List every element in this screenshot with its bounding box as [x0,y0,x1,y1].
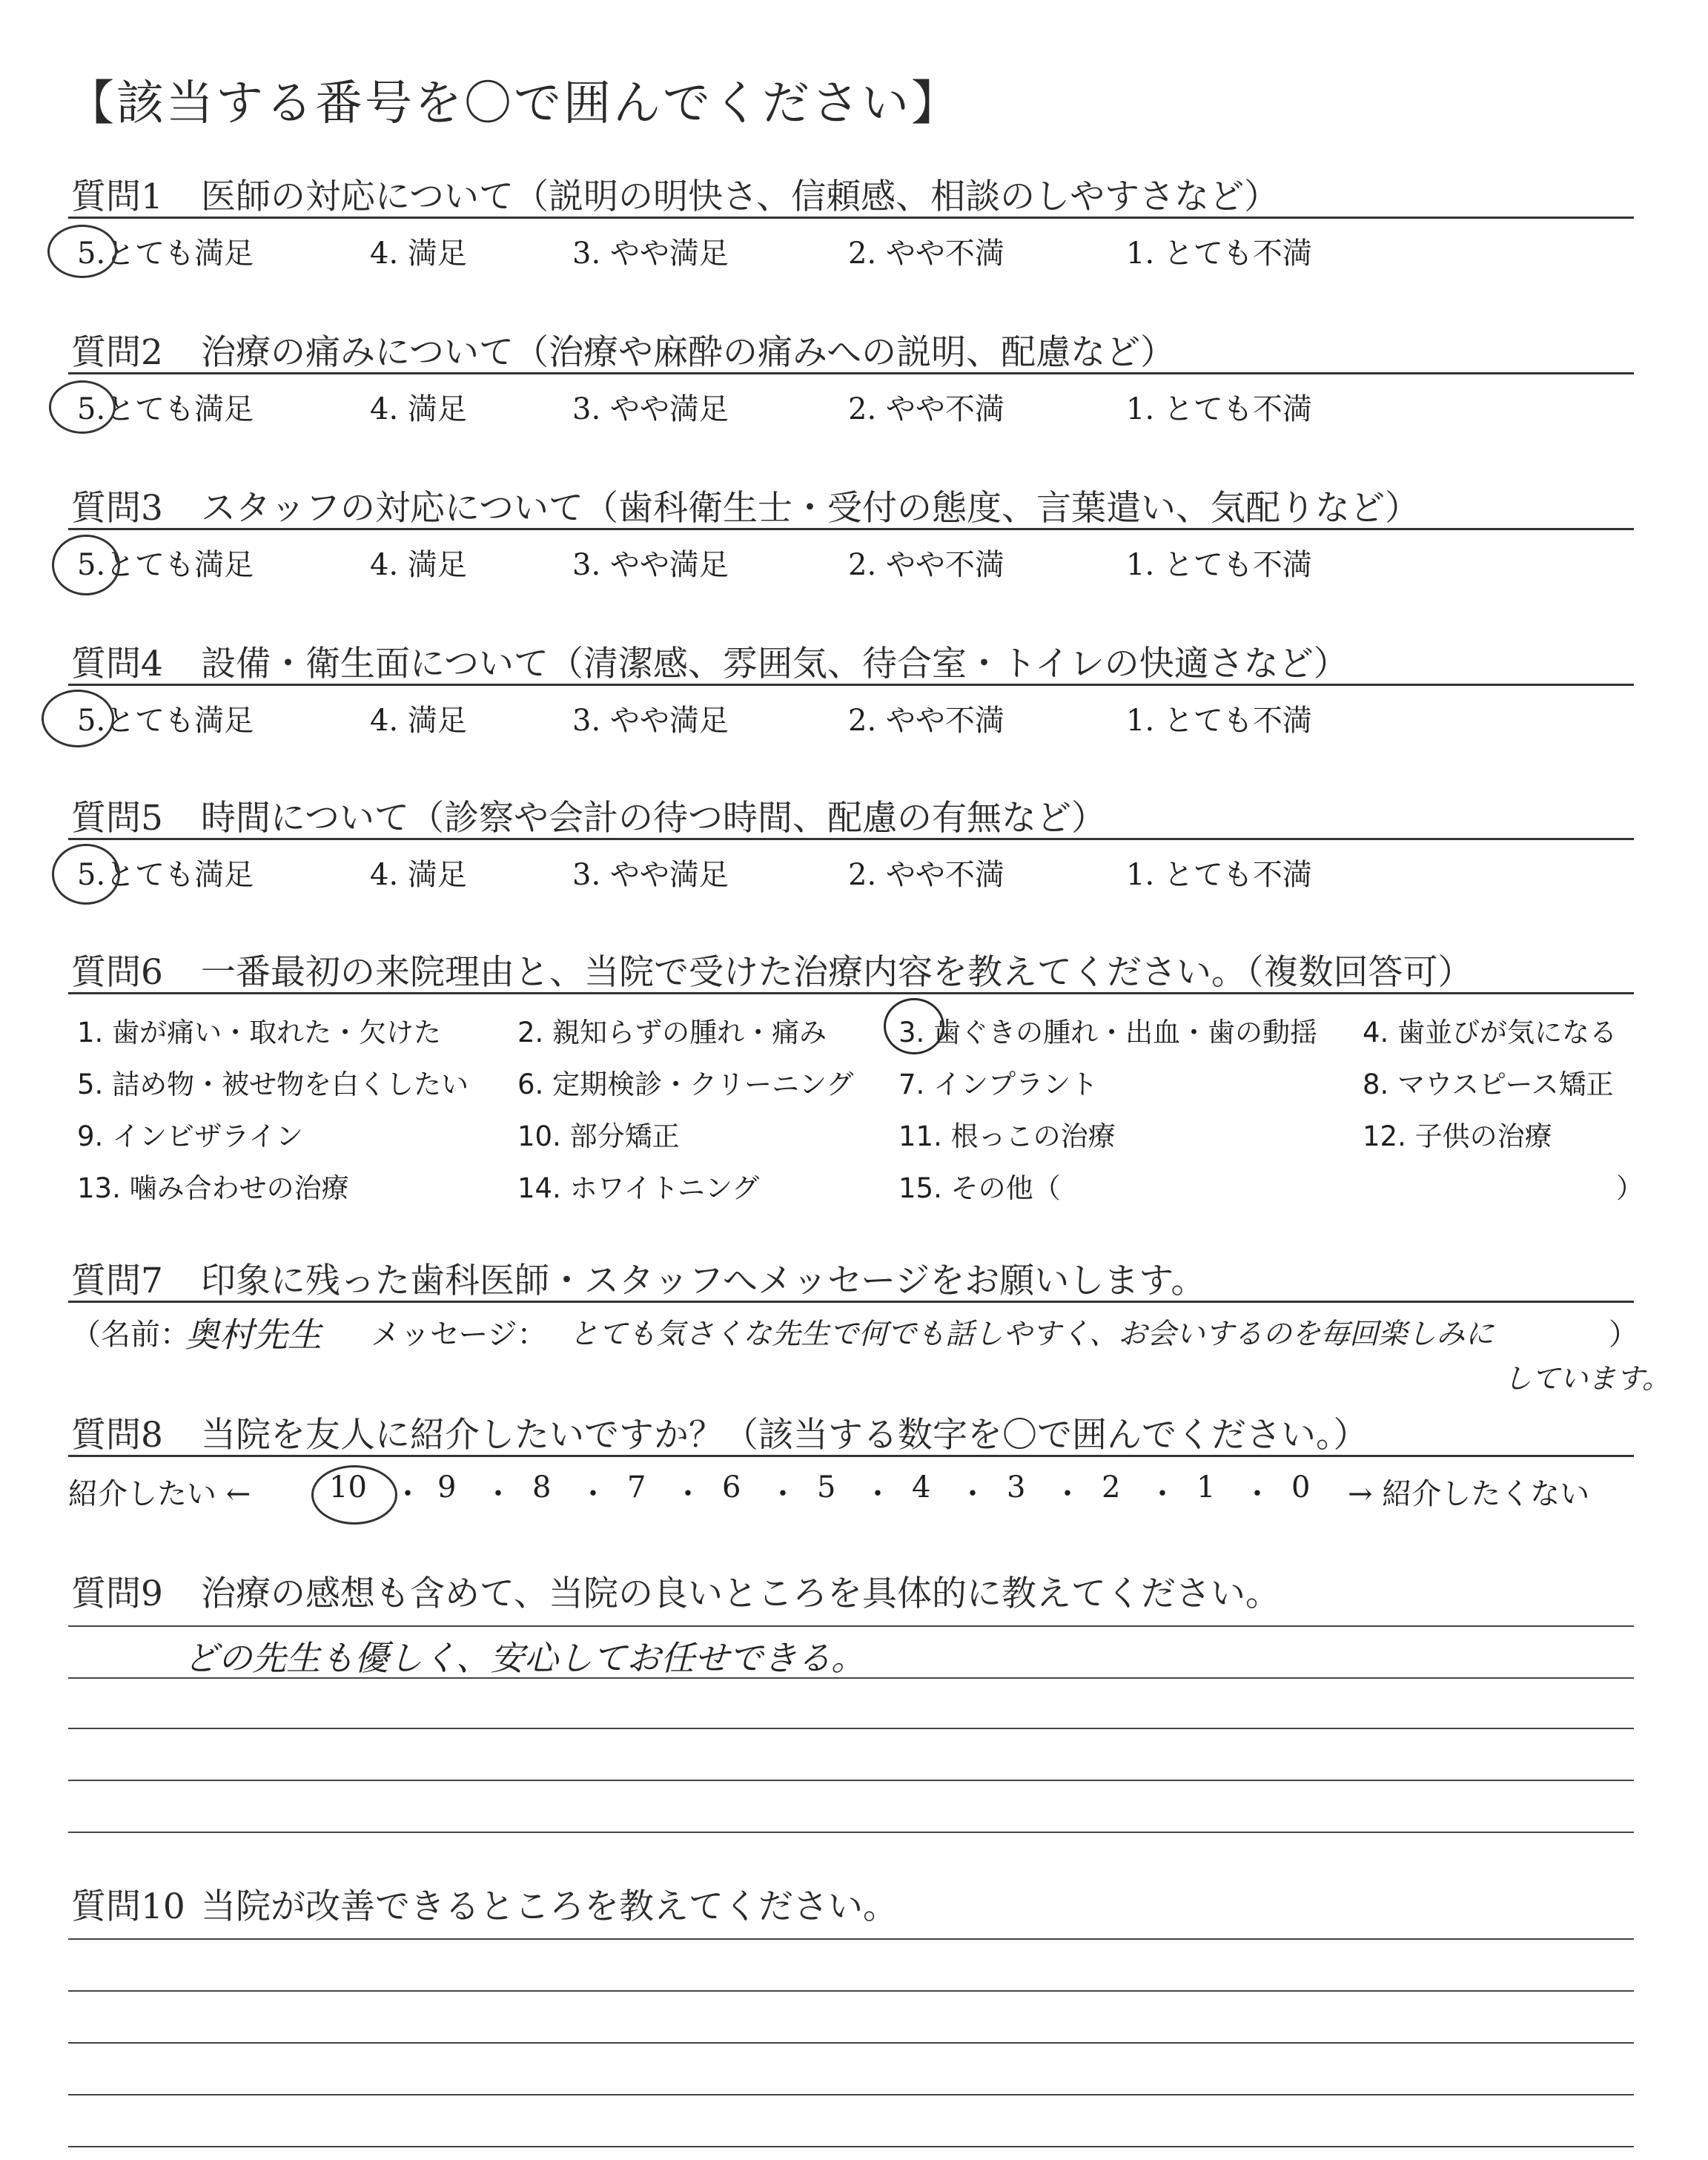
question-4-heading [71,636,1348,686]
q8-scale-4[interactable]: 4 [912,1470,931,1505]
question-6-number: 質問6 [71,952,163,993]
question-4-rule [68,684,1634,686]
question-7-number: 質問7 [71,1261,163,1301]
question-9-number: 質問9 [71,1573,163,1614]
q3-option-3[interactable]: 3. やや満足 [572,548,729,582]
q7-name-label: （名前： [71,1318,190,1352]
q4-option-3[interactable]: 3. やや満足 [572,704,729,738]
q7-name-value[interactable]: 奥村先生 [185,1315,322,1355]
q7-close-paren: ） [1609,1318,1638,1352]
question-5-number: 質問5 [71,798,163,839]
question-1-heading [71,169,1279,219]
question-7-rule [68,1301,1634,1303]
q10-answer-line-1 [68,1938,1634,1940]
q8-scale-9[interactable]: 9 [437,1470,457,1505]
question-3-number: 質問3 [71,488,163,529]
question-2-heading [71,325,1175,374]
q6-item-6[interactable]: 6. 定期検診・クリーニング [517,1069,854,1100]
question-7-heading [71,1253,1205,1303]
question-10-number: 質問10 [71,1886,185,1927]
q1-option-1[interactable]: 1. とても不満 [1126,237,1312,271]
q6-selection-circle [884,998,944,1054]
q7-message-value[interactable]: とても気さくな先生で何でも話しやすく、お会いするのを毎回楽しみに [569,1318,1494,1351]
q6-item-10[interactable]: 10. 部分矯正 [517,1120,680,1152]
question-5-rule [68,838,1634,840]
q6-item-14[interactable]: 14. ホワイトニング [517,1172,760,1204]
q4-option-5[interactable]: 5.とても満足 [77,704,254,738]
q6-item-8[interactable]: 8. マウスピース矯正 [1363,1069,1614,1100]
q8-scale-6[interactable]: 6 [722,1470,741,1505]
q8-scale-7[interactable]: 7 [627,1470,646,1505]
q3-option-5[interactable]: 5.とても満足 [77,548,254,582]
q2-option-2[interactable]: 2. やや不満 [848,392,1004,426]
q1-selection-circle [47,225,117,278]
question-1-number: 質問1 [71,176,163,217]
q6-item-11[interactable]: 11. 根っこの治療 [898,1120,1116,1152]
question-4-text: 設備・衛生面について（清潔感、雰囲気、待合室・トイレの快適さなど） [201,644,1348,684]
q5-selection-circle [52,844,120,905]
q7-answer-line [71,1311,190,1353]
q3-option-4[interactable]: 4. 満足 [370,548,467,582]
q6-item-7[interactable]: 7. インプラント [898,1069,1099,1100]
q9-answer-line-2 [68,1677,1634,1679]
question-2-number: 質問2 [71,332,163,373]
question-9-text: 治療の感想も含めて、当院の良いところを具体的に教えてください。 [201,1573,1281,1614]
q4-option-4[interactable]: 4. 満足 [370,704,467,738]
q6-item-9[interactable]: 9. インビザライン [77,1120,303,1152]
question-8-heading [71,1407,1368,1457]
q8-scale-8[interactable]: 8 [532,1470,552,1505]
q6-other-close: ） [1616,1172,1644,1204]
q6-item-4[interactable]: 4. 歯並びが気になる [1363,1017,1618,1048]
q10-answer-line-3 [68,2042,1634,2044]
q2-selection-circle [49,380,116,434]
q2-option-5[interactable]: 5.とても満足 [77,392,254,426]
q5-option-1[interactable]: 1. とても不満 [1126,858,1312,892]
q8-scale-0[interactable]: 0 [1291,1470,1311,1505]
question-10-heading [71,1879,898,1929]
q2-option-4[interactable]: 4. 満足 [370,392,467,426]
question-1-text: 医師の対応について（説明の明快さ、信頼感、相談のしやすさなど） [201,176,1280,217]
question-3-rule [68,528,1634,530]
question-6-heading [71,945,1473,994]
question-3-text: スタッフの対応について（歯科衛生士・受付の態度、言葉遣い、気配りなど） [201,488,1420,529]
question-6-rule [68,992,1634,994]
q6-item-3[interactable]: 3. 歯ぐきの腫れ・出血・歯の動揺 [898,1017,1318,1048]
q8-right-label: → 紹介したくない [1348,1477,1590,1511]
q1-option-2[interactable]: 2. やや不満 [848,237,1004,271]
question-8-text: 当院を友人に紹介したいですか？（該当する数字を〇で囲んでください。） [201,1415,1368,1456]
question-6-text: 一番最初の来院理由と、当院で受けた治療内容を教えてください。（複数回答可） [201,952,1473,993]
q7-message-label: メッセージ： [371,1318,547,1352]
q4-option-2[interactable]: 2. やや不満 [848,704,1004,738]
q8-left-label: 紹介したい ← [68,1477,251,1511]
q5-option-3[interactable]: 3. やや満足 [572,858,729,892]
q4-selection-circle [42,690,114,747]
question-8-rule [68,1455,1634,1457]
q2-option-1[interactable]: 1. とても不満 [1126,392,1312,426]
q3-selection-circle [52,535,120,595]
q6-item-15[interactable]: 15. その他（ [898,1172,1061,1204]
q10-answer-line-4 [68,2094,1634,2095]
q10-answer-line-5 [68,2146,1634,2147]
question-4-number: 質問4 [71,644,163,684]
question-10-text: 当院が改善できるところを教えてください。 [201,1886,898,1927]
q3-option-2[interactable]: 2. やや不満 [848,548,1004,582]
question-7-text: 印象に残った歯科医師・スタッフへメッセージをお願いします。 [201,1261,1206,1301]
q6-item-13[interactable]: 13. 噛み合わせの治療 [77,1172,349,1204]
q9-answer-line-1 [68,1625,1634,1627]
q1-option-3[interactable]: 3. やや満足 [572,237,729,271]
q8-scale-2[interactable]: 2 [1102,1470,1121,1505]
q5-option-2[interactable]: 2. やや不満 [848,858,1004,892]
question-8-number: 質問8 [71,1415,163,1456]
q7-message-continued[interactable]: しています。 [1503,1362,1670,1395]
q5-option-5[interactable]: 5.とても満足 [77,858,254,892]
q8-scale-10[interactable]: 10 [329,1470,367,1505]
q10-answer-line-2 [68,1990,1634,1992]
q6-item-1[interactable]: 1. 歯が痛い・取れた・欠けた [77,1017,442,1048]
q6-item-2[interactable]: 2. 親知らずの腫れ・痛み [517,1017,827,1048]
page-title: 【該当する番号を〇で囲んでください】 [67,76,961,131]
q6-item-5[interactable]: 5. 詰め物・被せ物を白くしたい [77,1069,469,1100]
q4-option-1[interactable]: 1. とても不満 [1126,704,1312,738]
q9-answer-line-5 [68,1832,1634,1833]
q9-answer-line-3 [68,1728,1634,1729]
question-2-text: 治療の痛みについて（治療や麻酔の痛みへの説明、配慮など） [201,332,1176,373]
q8-scale-1[interactable]: 1 [1196,1470,1216,1505]
question-5-heading [71,790,1106,840]
q5-option-4[interactable]: 4. 満足 [370,858,467,892]
question-1-rule [68,217,1634,219]
q6-item-12[interactable]: 12. 子供の治療 [1363,1120,1552,1152]
q3-option-1[interactable]: 1. とても不満 [1126,548,1312,582]
q9-answer[interactable]: どの先生も優しく、安心してお任せできる。 [184,1638,866,1678]
q8-scale-5[interactable]: 5 [817,1470,836,1505]
question-3-heading [71,480,1420,530]
q8-selection-circle [311,1465,397,1525]
question-9-heading [71,1566,1280,1616]
question-2-rule [68,372,1634,374]
q2-option-3[interactable]: 3. やや満足 [572,392,729,426]
q8-scale-3[interactable]: 3 [1007,1470,1026,1505]
q1-option-5[interactable]: 5.とても満足 [77,237,254,271]
q9-answer-line-4 [68,1780,1634,1781]
question-5-text: 時間について（診察や会計の待つ時間、配慮の有無など） [201,798,1107,839]
q1-option-4[interactable]: 4. 満足 [370,237,467,271]
